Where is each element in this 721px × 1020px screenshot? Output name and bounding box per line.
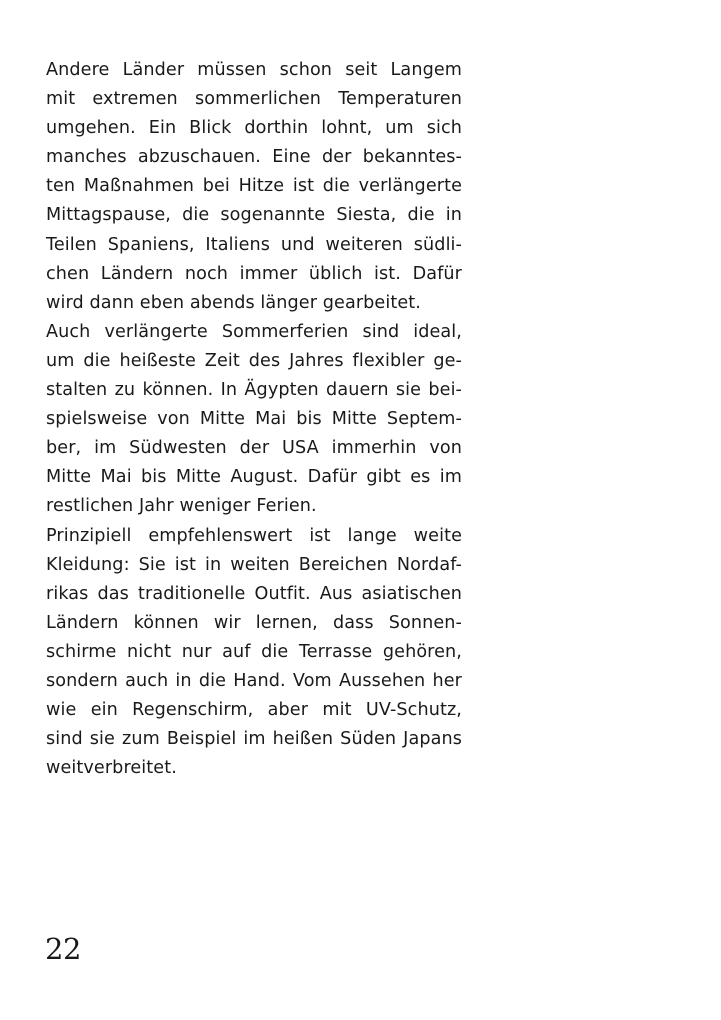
body-text	[46, 56, 462, 783]
text-line: Mitte Mai bis Mitte August. Dafür gibt es im	[46, 467, 462, 488]
text-line: ber, im Südwesten der USA immerhin von	[46, 438, 462, 459]
text-line: Prinzipiell empfehlenswert ist lange weite	[46, 525, 462, 546]
text-line: stalten zu können. In Ägypten dauern sie bei-	[46, 380, 462, 401]
paragraph-2	[46, 318, 462, 522]
text-line: wie ein Regenschirm, aber mit UV-Schutz,	[46, 700, 462, 721]
text-line: Auch verlängerte Sommerferien sind ideal,	[46, 321, 462, 342]
text-line: Andere Länder müssen schon seit Langem	[46, 60, 462, 80]
paragraph-3	[46, 522, 462, 784]
text-line: mit extremen sommerlichen Temperaturen	[46, 89, 462, 110]
text-line: spielsweise von Mitte Mai bis Mitte Septem-	[46, 409, 462, 430]
paragraph-1	[46, 56, 462, 318]
text-line: schirme nicht nur auf die Terrasse gehören,	[46, 641, 462, 662]
text-line: sind sie zum Beispiel im heißen Süden Japans	[46, 729, 462, 750]
text-line: ten Maßnahmen bei Hitze ist die verlängerte	[46, 176, 462, 197]
text-line: Mittagspause, die sogenannte Siesta, die in	[46, 205, 462, 226]
text-line: sondern auch in die Hand. Vom Aussehen her	[46, 670, 462, 691]
text-line: manches abzuschauen. Eine der bekanntes-	[46, 147, 462, 168]
text-line: rikas das traditionelle Outfit. Aus asiatischen	[46, 583, 462, 604]
text-line: restlichen Jahr weniger Ferien.	[46, 496, 317, 517]
text-line: um die heißeste Zeit des Jahres flexibler ge-	[46, 350, 462, 371]
text-line: umgehen. Ein Blick dorthin lohnt, um sich	[46, 118, 462, 139]
text-line: Kleidung: Sie ist in weiten Bereichen Nordaf-	[46, 554, 462, 575]
text-line: Teilen Spaniens, Italiens und weiteren südli-	[46, 234, 462, 255]
text-line: weitverbreitet.	[46, 758, 177, 779]
text-line: wird dann eben abends länger gearbeitet.	[46, 292, 421, 313]
text-line: chen Ländern noch immer üblich ist. Dafür	[46, 263, 462, 284]
text-line: Ländern können wir lernen, dass Sonnen-	[46, 612, 462, 633]
page-number: 22	[45, 932, 81, 966]
